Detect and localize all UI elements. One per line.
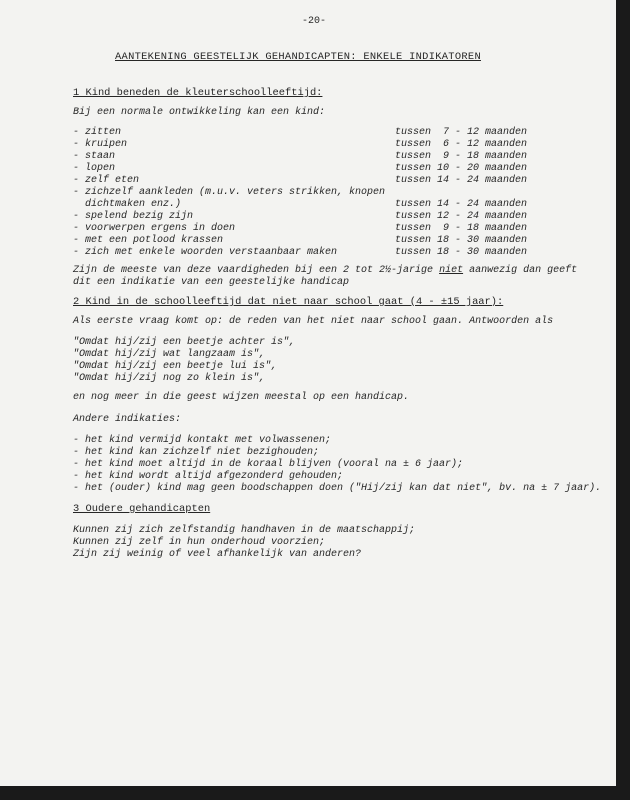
milestone-skill: dichtmaken enz.) <box>73 199 182 210</box>
milestone-skill: - kruipen <box>73 139 128 150</box>
section2-intro: Als eerste vraag komt op: de reden van het niet naar school gaan. Antwoorden als <box>73 316 554 327</box>
milestone-skill: - zich met enkele woorden verstaanbaar maken <box>73 247 338 258</box>
milestone-age-range: tussen 10 - 20 maanden <box>395 163 528 174</box>
section2-after-quotes: en nog meer in die geest wijzen meestal op een handicap. <box>73 392 410 403</box>
section2-heading: 2 Kind in de schoolleeftijd dat niet naar school gaat (4 - ±15 jaar): <box>73 296 504 308</box>
section3-line: Kunnen zij zich zelfstandig handhaven in de maatschappij; <box>73 525 416 536</box>
quote-item: "Omdat hij/zij nog zo klein is", <box>73 373 266 384</box>
section3-heading: 3 Oudere gehandicapten <box>73 503 211 515</box>
milestone-age-range: tussen 9 - 18 maanden <box>395 151 528 162</box>
section3-line: Zijn zij weinig of veel afhankelijk van anderen? <box>73 549 362 560</box>
milestone-skill: - lopen <box>73 163 116 174</box>
quote-item: "Omdat hij/zij een beetje lui is", <box>73 361 278 372</box>
milestone-skill: - zitten <box>73 127 122 138</box>
conclusion-emphasis: niet <box>439 265 464 276</box>
section1-conclusion-line2: dit een indikatie van een geestelijke handicap <box>73 277 350 288</box>
milestone-age-range: tussen 14 - 24 maanden <box>395 199 528 210</box>
indication-item: - het kind moet altijd in de koraal blijven (vooral na ± 6 jaar); <box>73 459 464 470</box>
conclusion-text: Zijn de meeste van deze vaardigheden bij een 2 tot 2½-jarige <box>73 265 440 276</box>
other-indications-heading: Andere indikaties: <box>73 414 182 425</box>
milestone-skill: - spelend bezig zijn <box>73 211 194 222</box>
milestone-skill: - met een potlood krassen <box>73 235 224 246</box>
section3-line: Kunnen zij zelf in hun onderhoud voorzien; <box>73 537 326 548</box>
milestone-skill: - staan <box>73 151 116 162</box>
milestone-age-range: tussen 18 - 30 maanden <box>395 247 528 258</box>
section1-conclusion <box>73 265 577 277</box>
milestone-age-range: tussen 9 - 18 maanden <box>395 223 528 234</box>
section1-heading: 1 Kind beneden de kleuterschoolleeftijd: <box>73 87 323 99</box>
milestone-skill: - zichzelf aankleden (m.u.v. veters strikken, knopen <box>73 187 386 198</box>
section1-intro: Bij een normale ontwikkeling kan een kind: <box>73 107 326 118</box>
milestone-age-range: tussen 18 - 30 maanden <box>395 235 528 246</box>
page-title: AANTEKENING GEESTELIJK GEHANDICAPTEN: ENKELE INDIKATOREN <box>115 51 481 63</box>
conclusion-text-end: aanwezig dan geeft <box>463 265 578 276</box>
milestone-skill: - zelf eten <box>73 175 140 186</box>
milestone-age-range: tussen 7 - 12 maanden <box>395 127 528 138</box>
indication-item: - het kind wordt altijd afgezonderd gehouden; <box>73 471 344 482</box>
quote-item: "Omdat hij/zij een beetje achter is", <box>73 337 296 348</box>
indication-item: - het kind vermijd kontakt met volwassenen; <box>73 435 332 446</box>
page-number: -20- <box>302 16 327 27</box>
milestone-age-range: tussen 12 - 24 maanden <box>395 211 528 222</box>
indication-item: - het (ouder) kind mag geen boodschappen doen ("Hij/zij kan dat niet", bv. na ± 7 jaar). <box>73 483 602 494</box>
milestone-skill: - voorwerpen ergens in doen <box>73 223 236 234</box>
indication-item: - het kind kan zichzelf niet bezighouden; <box>73 447 320 458</box>
milestone-age-range: tussen 6 - 12 maanden <box>395 139 528 150</box>
quote-item: "Omdat hij/zij wat langzaam is", <box>73 349 266 360</box>
milestone-age-range: tussen 14 - 24 maanden <box>395 175 528 186</box>
